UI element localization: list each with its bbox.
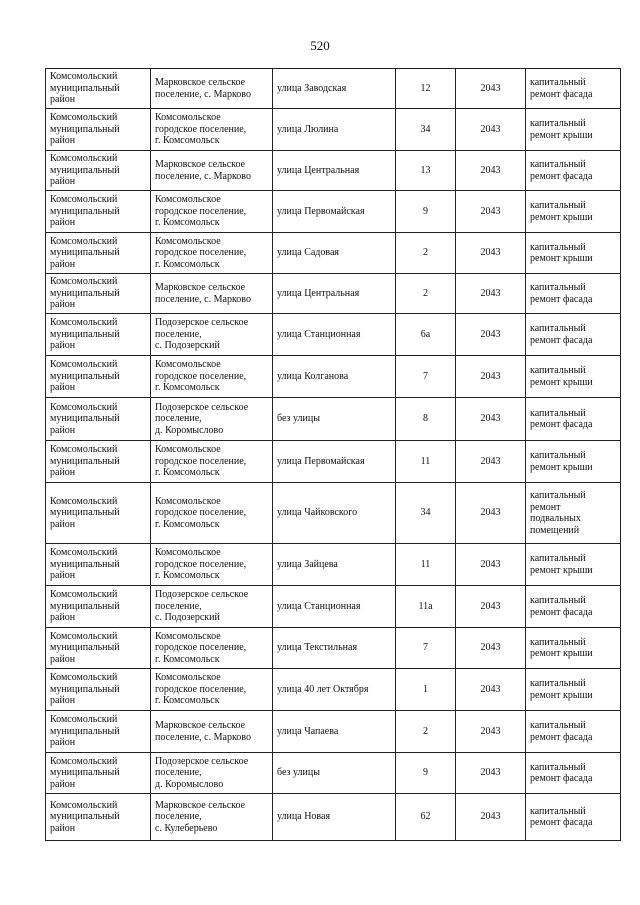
year-cell: 2043 xyxy=(456,544,526,586)
settlement-cell: Комсомольское городское поселение, г. Комсомольск xyxy=(151,544,273,586)
house-number-cell: 11а xyxy=(396,586,456,628)
table-row xyxy=(46,441,621,483)
work-type-cell: капитальный ремонт крыши xyxy=(526,233,621,274)
table-row xyxy=(46,669,621,711)
table-row xyxy=(46,398,621,441)
street-cell: без улицы xyxy=(273,753,396,794)
settlement-cell: Марковское сельское поселение, с. Марково xyxy=(151,69,273,109)
year-cell: 2043 xyxy=(456,669,526,711)
house-number-cell: 2 xyxy=(396,711,456,753)
house-number-cell: 34 xyxy=(396,483,456,544)
table-row xyxy=(46,356,621,398)
work-type-cell: капитальный ремонт фасада xyxy=(526,753,621,794)
table-row xyxy=(46,794,621,841)
district-cell: Комсомольский муниципальный район xyxy=(46,669,151,711)
year-cell: 2043 xyxy=(456,711,526,753)
district-cell: Комсомольский муниципальный район xyxy=(46,544,151,586)
district-cell: Комсомольский муниципальный район xyxy=(46,356,151,398)
district-cell: Комсомольский муниципальный район xyxy=(46,586,151,628)
street-cell: улица Зайцева xyxy=(273,544,396,586)
settlement-cell: Марковское сельское поселение, с. Марково xyxy=(151,274,273,314)
district-cell: Комсомольский муниципальный район xyxy=(46,753,151,794)
district-cell: Комсомольский муниципальный район xyxy=(46,483,151,544)
street-cell: улица Садовая xyxy=(273,233,396,274)
street-cell: улица Колганова xyxy=(273,356,396,398)
settlement-cell: Комсомольское городское поселение, г. Комсомольск xyxy=(151,483,273,544)
settlement-cell: Марковское сельское поселение, с. Кулеберьево xyxy=(151,794,273,841)
table-row xyxy=(46,233,621,274)
work-type-cell: капитальный ремонт крыши xyxy=(526,544,621,586)
house-number-cell: 2 xyxy=(396,274,456,314)
table-row xyxy=(46,628,621,669)
table-row xyxy=(46,109,621,151)
table-row xyxy=(46,711,621,753)
work-type-cell: капитальный ремонт подвальных помещений xyxy=(526,483,621,544)
district-cell: Комсомольский муниципальный район xyxy=(46,711,151,753)
table-row xyxy=(46,544,621,586)
street-cell: улица 40 лет Октября xyxy=(273,669,396,711)
table-row xyxy=(46,483,621,544)
house-number-cell: 34 xyxy=(396,109,456,151)
year-cell: 2043 xyxy=(456,441,526,483)
street-cell: улица Люлина xyxy=(273,109,396,151)
house-number-cell: 7 xyxy=(396,356,456,398)
house-number-cell: 9 xyxy=(396,753,456,794)
year-cell: 2043 xyxy=(456,794,526,841)
house-number-cell: 11 xyxy=(396,544,456,586)
street-cell: улица Заводская xyxy=(273,69,396,109)
district-cell: Комсомольский муниципальный район xyxy=(46,398,151,441)
table-row xyxy=(46,191,621,233)
settlement-cell: Комсомольское городское поселение, г. Комсомольск xyxy=(151,191,273,233)
district-cell: Комсомольский муниципальный район xyxy=(46,274,151,314)
work-type-cell: капитальный ремонт фасада xyxy=(526,711,621,753)
street-cell: улица Чайковского xyxy=(273,483,396,544)
work-type-cell: капитальный ремонт фасада xyxy=(526,794,621,841)
year-cell: 2043 xyxy=(456,483,526,544)
year-cell: 2043 xyxy=(456,274,526,314)
table-row xyxy=(46,586,621,628)
house-number-cell: 13 xyxy=(396,151,456,191)
settlement-cell: Подозерское сельское поселение, д. Коромыслово xyxy=(151,398,273,441)
district-cell: Комсомольский муниципальный район xyxy=(46,191,151,233)
street-cell: улица Центральная xyxy=(273,274,396,314)
street-cell: улица Первомайская xyxy=(273,441,396,483)
house-number-cell: 8 xyxy=(396,398,456,441)
street-cell: улица Текстильная xyxy=(273,628,396,669)
page-number: 520 xyxy=(310,38,330,53)
house-number-cell: 9 xyxy=(396,191,456,233)
street-cell: улица Новая xyxy=(273,794,396,841)
district-cell: Комсомольский муниципальный район xyxy=(46,628,151,669)
district-cell: Комсомольский муниципальный район xyxy=(46,314,151,356)
work-type-cell: капитальный ремонт фасада xyxy=(526,314,621,356)
settlement-cell: Марковское сельское поселение, с. Марково xyxy=(151,711,273,753)
work-type-cell: капитальный ремонт крыши xyxy=(526,109,621,151)
year-cell: 2043 xyxy=(456,233,526,274)
house-number-cell: 7 xyxy=(396,628,456,669)
settlement-cell: Комсомольское городское поселение, г. Комсомольск xyxy=(151,356,273,398)
district-cell: Комсомольский муниципальный район xyxy=(46,794,151,841)
repair-schedule-table xyxy=(45,68,621,841)
work-type-cell: капитальный ремонт крыши xyxy=(526,669,621,711)
work-type-cell: капитальный ремонт фасада xyxy=(526,398,621,441)
year-cell: 2043 xyxy=(456,586,526,628)
street-cell: без улицы xyxy=(273,398,396,441)
table-body xyxy=(46,69,621,841)
work-type-cell: капитальный ремонт крыши xyxy=(526,356,621,398)
year-cell: 2043 xyxy=(456,151,526,191)
street-cell: улица Первомайская xyxy=(273,191,396,233)
settlement-cell: Подозерское сельское поселение, с. Подозерский xyxy=(151,586,273,628)
district-cell: Комсомольский муниципальный район xyxy=(46,69,151,109)
settlement-cell: Комсомольское городское поселение, г. Комсомольск xyxy=(151,441,273,483)
work-type-cell: капитальный ремонт крыши xyxy=(526,628,621,669)
district-cell: Комсомольский муниципальный район xyxy=(46,151,151,191)
table-row xyxy=(46,69,621,109)
house-number-cell: 12 xyxy=(396,69,456,109)
street-cell: улица Чапаева xyxy=(273,711,396,753)
settlement-cell: Комсомольское городское поселение, г. Комсомольск xyxy=(151,233,273,274)
year-cell: 2043 xyxy=(456,628,526,669)
district-cell: Комсомольский муниципальный район xyxy=(46,109,151,151)
table-row xyxy=(46,274,621,314)
table-row xyxy=(46,753,621,794)
house-number-cell: 6а xyxy=(396,314,456,356)
year-cell: 2043 xyxy=(456,753,526,794)
work-type-cell: капитальный ремонт фасада xyxy=(526,274,621,314)
settlement-cell: Подозерское сельское поселение, с. Подозерский xyxy=(151,314,273,356)
settlement-cell: Комсомольское городское поселение, г. Комсомольск xyxy=(151,628,273,669)
year-cell: 2043 xyxy=(456,69,526,109)
year-cell: 2043 xyxy=(456,314,526,356)
table-row xyxy=(46,151,621,191)
settlement-cell: Комсомольское городское поселение, г. Комсомольск xyxy=(151,669,273,711)
district-cell: Комсомольский муниципальный район xyxy=(46,441,151,483)
street-cell: улица Станционная xyxy=(273,586,396,628)
settlement-cell: Марковское сельское поселение, с. Марково xyxy=(151,151,273,191)
work-type-cell: капитальный ремонт фасада xyxy=(526,586,621,628)
house-number-cell: 2 xyxy=(396,233,456,274)
settlement-cell: Подозерское сельское поселение, д. Коромыслово xyxy=(151,753,273,794)
work-type-cell: капитальный ремонт фасада xyxy=(526,151,621,191)
street-cell: улица Станционная xyxy=(273,314,396,356)
settlement-cell: Комсомольское городское поселение, г. Комсомольск xyxy=(151,109,273,151)
street-cell: улица Центральная xyxy=(273,151,396,191)
year-cell: 2043 xyxy=(456,191,526,233)
house-number-cell: 11 xyxy=(396,441,456,483)
work-type-cell: капитальный ремонт крыши xyxy=(526,191,621,233)
table-row xyxy=(46,314,621,356)
year-cell: 2043 xyxy=(456,356,526,398)
house-number-cell: 1 xyxy=(396,669,456,711)
work-type-cell: капитальный ремонт крыши xyxy=(526,441,621,483)
year-cell: 2043 xyxy=(456,398,526,441)
house-number-cell: 62 xyxy=(396,794,456,841)
work-type-cell: капитальный ремонт фасада xyxy=(526,69,621,109)
district-cell: Комсомольский муниципальный район xyxy=(46,233,151,274)
year-cell: 2043 xyxy=(456,109,526,151)
